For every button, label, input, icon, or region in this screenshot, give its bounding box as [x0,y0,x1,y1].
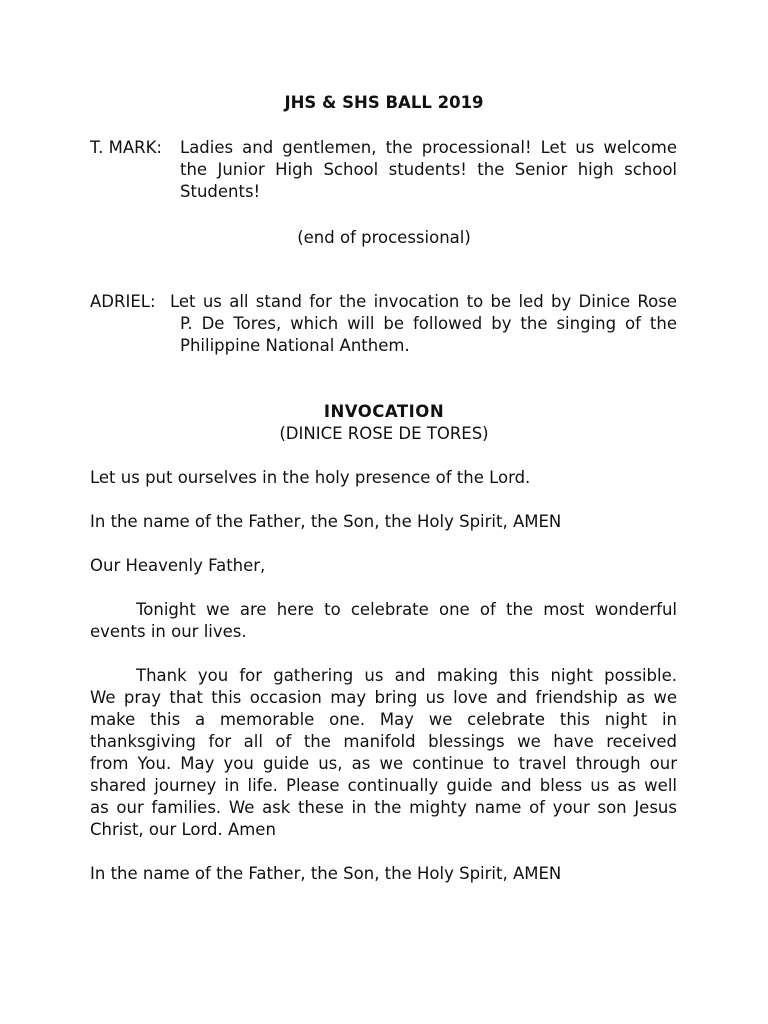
paragraph-1-line-2: events in our lives. [90,622,247,641]
invocation-heading: INVOCATION [323,402,445,421]
paragraph-2-line-5: from You. May you guide us, as we continue to travel through our [90,754,677,773]
paragraph-2-line-1: Thank you for gathering us and making this night possible. [136,666,677,685]
tmark-line-1: Ladies and gentlemen, the processional! Let us welcome [180,138,677,157]
speaker-adriel: ADRIEL: [90,292,156,311]
paragraph-2-line-6: shared journey in life. Please continually guide and bless us as well [90,776,677,795]
salutation: Our Heavenly Father, [90,556,266,575]
tmark-line-3: Students! [180,182,261,201]
speaker-tmark: T. MARK: [90,138,162,157]
paragraph-2-line-7: as our families. We ask these in the mighty name of your son Jesus [90,798,677,817]
adriel-line-3: Philippine National Anthem. [180,336,410,355]
end-of-processional-note: (end of processional) [297,228,471,247]
paragraph-2-line-4: thanksgiving for all of the manifold blessings we have received [90,732,677,751]
sign-of-cross-2: In the name of the Father, the Son, the Holy Spirit, AMEN [90,864,562,883]
opening-line: Let us put ourselves in the holy presence of the Lord. [90,468,531,487]
paragraph-2-line-8: Christ, our Lord. Amen [90,820,276,839]
tmark-line-2: the Junior High School students! the Senior high school [180,160,677,179]
adriel-line-2: P. De Tores, which will be followed by the singing of the [180,314,677,333]
paragraph-2-line-3: make this a memorable one. May we celebrate this night in [90,710,677,729]
adriel-line-1: Let us all stand for the invocation to be led by Dinice Rose [170,292,677,311]
paragraph-1-line-1: Tonight we are here to celebrate one of the most wonderful [136,600,677,619]
sign-of-cross-1: In the name of the Father, the Son, the Holy Spirit, AMEN [90,512,562,531]
invocation-subheading: (DINICE ROSE DE TORES) [279,424,489,443]
document-title: JHS & SHS BALL 2019 [284,93,484,112]
paragraph-2-line-2: We pray that this occasion may bring us love and friendship as we [90,688,677,707]
